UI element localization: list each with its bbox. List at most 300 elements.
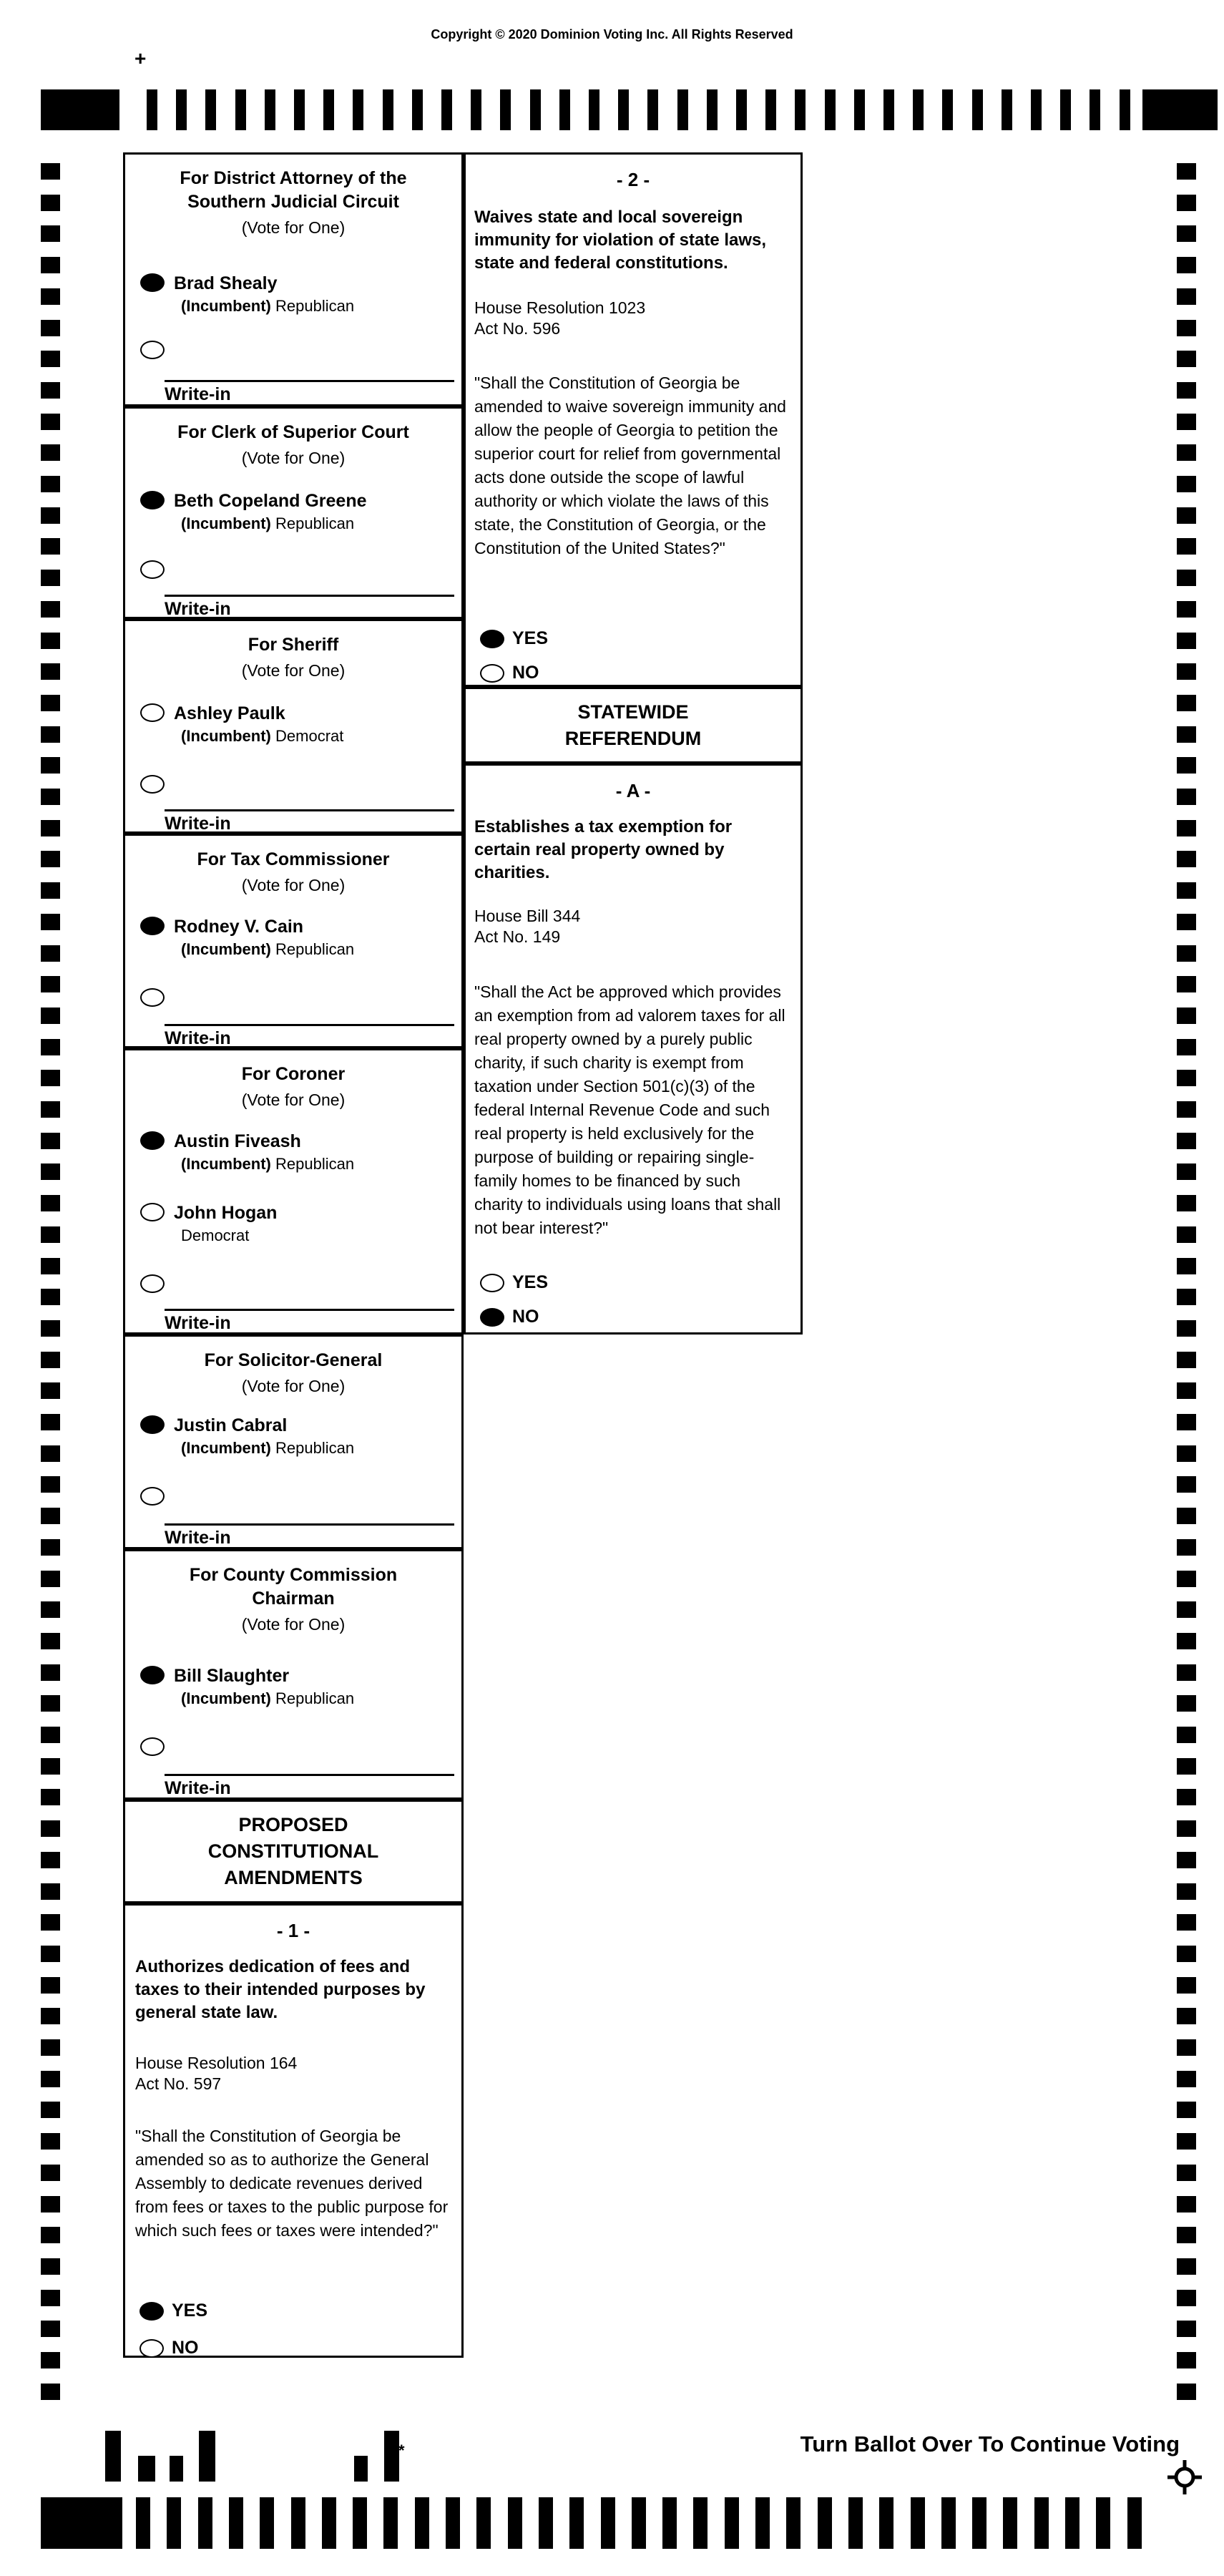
- timing-mark: [198, 2497, 212, 2549]
- barcode-bar: [170, 2456, 183, 2482]
- no-label: NO: [512, 1307, 539, 1327]
- timing-mark: [353, 89, 363, 130]
- yes-label: YES: [172, 2301, 208, 2321]
- timing-mark: [41, 2497, 122, 2549]
- vote-for-note: (Vote for One): [241, 1615, 346, 1634]
- timing-mark: [1177, 2039, 1196, 2056]
- section-header-proposed-amendments: [123, 1800, 464, 1903]
- ballot-oval[interactable]: [140, 703, 165, 722]
- timing-mark: [500, 89, 511, 130]
- timing-mark: [1177, 882, 1196, 899]
- write-in-line[interactable]: [165, 380, 454, 382]
- timing-mark: [1177, 1601, 1196, 1618]
- write-in-oval[interactable]: [140, 560, 165, 579]
- timing-mark: [1096, 2497, 1110, 2549]
- timing-mark: [1177, 1008, 1196, 1024]
- timing-mark: [41, 1633, 60, 1649]
- timing-mark: [601, 2497, 615, 2549]
- timing-mark: [1177, 195, 1196, 211]
- timing-mark: [1177, 820, 1196, 836]
- timing-mark: [41, 570, 60, 586]
- write-in-area: [165, 809, 454, 834]
- write-in-row: [140, 1737, 456, 1756]
- timing-mark: [677, 89, 688, 130]
- write-in-line[interactable]: [165, 1774, 454, 1776]
- timing-mark: [167, 2497, 181, 2549]
- timing-mark: [508, 2497, 522, 2549]
- timing-mark: [41, 1883, 60, 1900]
- measure-box-amendment-2: [464, 152, 803, 687]
- write-in-label: Write-in: [165, 814, 231, 834]
- timing-mark: [1177, 1070, 1196, 1086]
- write-in-label: Write-in: [165, 384, 231, 404]
- timing-mark: [41, 1695, 60, 1712]
- race-title: For Tax Commissioner: [197, 849, 390, 869]
- measure-reference-line: House Bill 344: [474, 907, 581, 925]
- timing-mark: [1177, 1664, 1196, 1681]
- timing-mark: [415, 2497, 429, 2549]
- timing-mark: [1177, 1382, 1196, 1399]
- timing-mark: [942, 89, 953, 130]
- no-oval[interactable]: [139, 2339, 164, 2358]
- measure-number: - 2 -: [616, 169, 650, 190]
- timing-mark: [1177, 2133, 1196, 2150]
- candidate-name: Beth Copeland Greene: [174, 491, 367, 511]
- timing-mark: [41, 1163, 60, 1180]
- timing-mark: [1177, 507, 1196, 524]
- yes-oval[interactable]: [480, 1274, 504, 1292]
- barcode-bar: [199, 2431, 215, 2482]
- ballot-oval[interactable]: [140, 1666, 165, 1684]
- race-box-clerk-superior-court: [123, 406, 464, 619]
- yes-choice-row: [139, 2301, 207, 2321]
- timing-mark: [1177, 633, 1196, 649]
- timing-mark: [1177, 257, 1196, 273]
- timing-mark: [1177, 444, 1196, 461]
- measure-references: [135, 2053, 297, 2094]
- timing-mark: [693, 2497, 708, 2549]
- candidate-text: [174, 1666, 354, 1708]
- timing-mark: [136, 2497, 150, 2549]
- timing-mark: [1177, 1633, 1196, 1649]
- timing-mark: [41, 1320, 60, 1337]
- write-in-line[interactable]: [165, 595, 454, 597]
- timing-mark: [41, 2039, 60, 2056]
- candidate-party: (Incumbent) Republican: [181, 514, 355, 532]
- timing-mark: [41, 1476, 60, 1493]
- race-header: [125, 1337, 461, 1397]
- timing-mark: [41, 1445, 60, 1462]
- timing-mark: [41, 1414, 60, 1430]
- timing-mark: [41, 2352, 60, 2368]
- race-header: [125, 1050, 461, 1111]
- timing-mark: [1177, 1539, 1196, 1556]
- yes-choice-row: [480, 628, 548, 649]
- timing-mark: [911, 2497, 925, 2549]
- timing-mark: [1034, 2497, 1049, 2549]
- no-label: NO: [512, 663, 539, 683]
- timing-mark: [1177, 538, 1196, 555]
- timing-mark: [1177, 914, 1196, 930]
- timing-mark: [322, 2497, 336, 2549]
- candidate-name: Brad Shealy: [174, 273, 278, 293]
- timing-mark: [1177, 2196, 1196, 2212]
- timing-mark: [1177, 1883, 1196, 1900]
- timing-mark: [41, 882, 60, 899]
- plus-registration-mark: +: [134, 47, 147, 69]
- race-title: For Solicitor-General: [204, 1350, 383, 1370]
- timing-mark: [41, 414, 60, 430]
- ballot-oval[interactable]: [140, 917, 165, 935]
- timing-mark: [41, 538, 60, 555]
- write-in-label: Write-in: [165, 1528, 231, 1548]
- section-header-line: REFERENDUM: [564, 727, 702, 749]
- timing-mark: [383, 2497, 398, 2549]
- timing-mark: [1177, 976, 1196, 992]
- no-oval[interactable]: [480, 1308, 504, 1327]
- write-in-label: Write-in: [165, 599, 231, 619]
- measure-number: - A -: [615, 780, 651, 801]
- timing-mark: [41, 444, 60, 461]
- barcode-bar: [354, 2456, 368, 2482]
- timing-mark: [41, 351, 60, 367]
- section-header-line: AMENDMENTS: [224, 1867, 363, 1888]
- timing-mark: [1177, 1258, 1196, 1274]
- candidate-name: Austin Fiveash: [174, 1131, 301, 1151]
- timing-mark: [41, 2102, 60, 2118]
- timing-mark: [260, 2497, 274, 2549]
- timing-mark: [1177, 1727, 1196, 1743]
- section-header-line: STATEWIDE: [577, 701, 689, 723]
- vote-for-note: (Vote for One): [241, 876, 346, 894]
- no-choice-row: [139, 2338, 199, 2358]
- write-in-oval[interactable]: [140, 1274, 165, 1293]
- timing-mark: [1177, 2321, 1196, 2337]
- timing-mark: [1177, 757, 1196, 774]
- timing-mark: [291, 2497, 305, 2549]
- timing-mark: [1177, 2258, 1196, 2275]
- timing-mark: [1142, 89, 1218, 130]
- yes-label: YES: [512, 1272, 549, 1292]
- section-header-statewide-referendum: [464, 687, 803, 763]
- timing-mark: [41, 1539, 60, 1556]
- ballot-oval[interactable]: [140, 491, 165, 509]
- timing-mark: [1177, 2227, 1196, 2243]
- write-in-line[interactable]: [165, 1309, 454, 1311]
- timing-mark: [41, 663, 60, 680]
- candidate-name: Ashley Paulk: [174, 703, 285, 723]
- measure-summary: Establishes a tax exemption for certain real property owned by charities.: [474, 817, 733, 882]
- race-header: [125, 836, 461, 896]
- timing-mark: [41, 1977, 60, 1994]
- timing-mark: [41, 1195, 60, 1211]
- timing-mark: [1177, 1946, 1196, 1962]
- timing-mark: [41, 2071, 60, 2087]
- race-header: [125, 409, 461, 469]
- timing-mark: [41, 820, 60, 836]
- race-box-sheriff: [123, 619, 464, 834]
- race-title: For Coroner: [241, 1064, 346, 1084]
- candidate-party: (Incumbent) Republican: [181, 940, 355, 958]
- timing-mark: [755, 2497, 770, 2549]
- ballot-oval[interactable]: [140, 273, 165, 292]
- timing-mark: [1177, 1852, 1196, 1868]
- race-box-county-commission-chairman: [123, 1549, 464, 1800]
- timing-mark: [41, 225, 60, 242]
- timing-mark: [41, 1664, 60, 1681]
- timing-mark: [941, 2497, 956, 2549]
- race-header: [125, 1551, 461, 1635]
- timing-mark: [41, 1571, 60, 1587]
- timing-mark: [725, 2497, 739, 2549]
- candidate-text: [174, 491, 367, 533]
- timing-mark: [1177, 695, 1196, 711]
- measure-reference-line: Act No. 596: [474, 319, 561, 338]
- timing-mark: [41, 1852, 60, 1868]
- no-oval[interactable]: [480, 664, 504, 683]
- timing-mark: [530, 89, 541, 130]
- write-in-oval[interactable]: [140, 1487, 165, 1506]
- race-box-district-attorney: [123, 152, 464, 406]
- candidate-text: [174, 1131, 354, 1174]
- timing-mark: [632, 2497, 646, 2549]
- write-in-line[interactable]: [165, 1523, 454, 1526]
- timing-mark: [589, 89, 599, 130]
- timing-mark: [353, 2497, 367, 2549]
- timing-mark: [1177, 1695, 1196, 1712]
- timing-mark: [323, 89, 334, 130]
- timing-mark: [1177, 414, 1196, 430]
- timing-mark: [1177, 1101, 1196, 1118]
- timing-mark: [294, 89, 305, 130]
- timing-mark: [229, 2497, 243, 2549]
- timing-mark: [1177, 601, 1196, 618]
- turn-ballot-over-text: Turn Ballot Over To Continue Voting: [800, 2431, 1180, 2457]
- timing-mark: [1177, 570, 1196, 586]
- candidate-party: (Incumbent) Republican: [181, 1439, 355, 1457]
- write-in-label: Write-in: [165, 1313, 231, 1333]
- race-box-solicitor-general: [123, 1335, 464, 1549]
- timing-mark: [1060, 89, 1071, 130]
- candidate-row: [140, 1666, 456, 1708]
- timing-mark: [1177, 2352, 1196, 2368]
- vote-for-note: (Vote for One): [241, 218, 346, 237]
- section-header-line: CONSTITUTIONAL: [207, 1840, 379, 1862]
- write-in-row: [140, 1487, 456, 1506]
- write-in-area: [165, 380, 454, 405]
- timing-mark: [825, 89, 836, 130]
- candidate-row: [140, 1415, 456, 1458]
- timing-mark: [41, 633, 60, 649]
- yes-oval[interactable]: [480, 630, 504, 648]
- timing-mark: [41, 1289, 60, 1305]
- timing-mark: [41, 2133, 60, 2150]
- timing-mark: [1177, 851, 1196, 867]
- timing-mark: [662, 2497, 677, 2549]
- ballot-oval[interactable]: [140, 1131, 165, 1150]
- timing-mark: [1177, 2384, 1196, 2400]
- write-in-line[interactable]: [165, 809, 454, 811]
- candidate-name: John Hogan: [174, 1203, 278, 1223]
- timing-mark: [41, 1758, 60, 1775]
- timing-mark: [41, 163, 60, 180]
- vote-for-note: (Vote for One): [241, 1091, 346, 1109]
- timing-mark: [41, 2165, 60, 2181]
- candidate-row: [140, 917, 456, 959]
- timing-mark: [41, 195, 60, 211]
- candidate-party: (Incumbent) Republican: [181, 1689, 355, 1707]
- ballot-oval[interactable]: [140, 1203, 165, 1221]
- timing-mark: [383, 89, 393, 130]
- write-in-line[interactable]: [165, 1024, 454, 1026]
- write-in-oval[interactable]: [140, 775, 165, 794]
- measure-summary: Authorizes dedication of fees and taxes to their intended purposes by general state law.: [135, 1957, 426, 2022]
- timing-mark: [41, 1352, 60, 1368]
- write-in-label: Write-in: [165, 1028, 231, 1048]
- timing-mark: [1177, 476, 1196, 492]
- no-choice-row: [480, 663, 539, 683]
- barcode-bar: [384, 2431, 399, 2482]
- timing-mark: [1177, 351, 1196, 367]
- timing-mark: [1177, 2008, 1196, 2024]
- timing-mark: [41, 1727, 60, 1743]
- race-title: For District Attorney of the: [180, 168, 407, 188]
- timing-mark: [41, 2290, 60, 2306]
- timing-mark: [618, 89, 629, 130]
- timing-mark: [1177, 945, 1196, 962]
- candidate-party: (Incumbent) Democrat: [181, 727, 344, 745]
- measure-references: [474, 906, 580, 947]
- write-in-oval[interactable]: [140, 1737, 165, 1756]
- timing-mark: [412, 89, 423, 130]
- timing-mark: [1177, 1476, 1196, 1493]
- timing-mark: [854, 89, 865, 130]
- candidate-text: [174, 273, 354, 316]
- timing-mark: [539, 2497, 553, 2549]
- timing-mark: [41, 1914, 60, 1931]
- write-in-row: [140, 775, 456, 794]
- write-in-row: [140, 341, 456, 359]
- timing-mark: [1177, 2290, 1196, 2306]
- timing-mark: [41, 2196, 60, 2212]
- timing-mark: [1177, 2071, 1196, 2087]
- asterisk-mark: *: [398, 2441, 405, 2459]
- candidate-text: [174, 1203, 277, 1245]
- measure-box-referendum-a: [464, 763, 803, 1335]
- timing-mark: [1177, 1571, 1196, 1587]
- timing-mark: [786, 2497, 801, 2549]
- timing-mark: [41, 1008, 60, 1024]
- timing-mark: [1177, 1789, 1196, 1805]
- candidate-party: (Incumbent) Republican: [181, 297, 355, 315]
- timing-mark: [205, 89, 216, 130]
- measure-question: "Shall the Act be approved which provides an exemption from ad valorem taxes for all real property owned by a purely public charity, if such charity is exempt from taxation under Section 501(c)(3) of the federal Internal Revenue Code and such real property is held exclusively for the purpose of building or repairing single-family homes to be financed by such charity to individuals using loans that shall not bear interest?": [474, 982, 785, 1237]
- timing-mark: [1065, 2497, 1079, 2549]
- measure-reference-line: Act No. 597: [135, 2074, 222, 2093]
- write-in-row: [140, 560, 456, 579]
- timing-mark: [1177, 726, 1196, 743]
- measure-number: - 1 -: [276, 1920, 310, 1941]
- yes-choice-row: [480, 1272, 548, 1293]
- race-title: For County Commission: [189, 1565, 398, 1585]
- vote-for-note: (Vote for One): [241, 1377, 346, 1395]
- timing-mark: [41, 601, 60, 618]
- candidate-row: [140, 1131, 456, 1174]
- write-in-oval[interactable]: [140, 988, 165, 1007]
- timing-mark: [41, 89, 119, 130]
- timing-mark: [1177, 1163, 1196, 1180]
- timing-mark: [1177, 1508, 1196, 1524]
- write-in-oval[interactable]: [140, 341, 165, 359]
- timing-mark: [1177, 663, 1196, 680]
- timing-mark: [41, 726, 60, 743]
- measure-question: "Shall the Constitution of Georgia be amended to waive sovereign immunity and allow the people of Georgia to petition the superior court for relief from governmental acts done outside the scope of lawful authority or which violate the laws of this state, the Constitution of Georgia, or the Constitution of the United States?": [474, 374, 786, 557]
- timing-mark: [736, 89, 747, 130]
- timing-mark: [1177, 1352, 1196, 1368]
- timing-mark: [1177, 1320, 1196, 1337]
- timing-mark: [1177, 1133, 1196, 1149]
- timing-mark: [1090, 89, 1100, 130]
- timing-mark: [41, 2384, 60, 2400]
- timing-mark: [1177, 1039, 1196, 1055]
- race-title: Southern Judicial Circuit: [187, 192, 399, 212]
- timing-mark: [265, 89, 275, 130]
- timing-mark: [1003, 2497, 1017, 2549]
- candidate-row: [140, 273, 456, 316]
- timing-mark: [41, 2258, 60, 2275]
- timing-mark: [41, 1820, 60, 1837]
- measure-reference-line: House Resolution 1023: [474, 298, 646, 317]
- measure-references: [474, 298, 645, 339]
- timing-mark: [1177, 1914, 1196, 1931]
- timing-mark: [41, 1601, 60, 1618]
- timing-mark: [41, 1226, 60, 1243]
- timing-mark: [41, 1070, 60, 1086]
- timing-mark: [235, 89, 246, 130]
- race-header: [125, 155, 461, 238]
- timing-mark: [1177, 163, 1196, 180]
- candidate-text: [174, 917, 354, 959]
- vote-for-note: (Vote for One): [241, 449, 346, 467]
- timing-mark: [1177, 225, 1196, 242]
- write-in-row: [140, 1274, 456, 1293]
- timing-mark: [647, 89, 658, 130]
- write-in-area: [165, 1523, 454, 1548]
- measure-reference-line: Act No. 149: [474, 927, 561, 946]
- timing-mark: [176, 89, 187, 130]
- race-title: For Clerk of Superior Court: [177, 422, 409, 442]
- timing-mark: [41, 914, 60, 930]
- measure-summary: Waives state and local sovereign immunity for violation of state laws, state and federal constitutions.: [474, 208, 767, 273]
- timing-mark: [471, 89, 481, 130]
- candidate-row: [140, 491, 456, 533]
- race-title: For Sheriff: [248, 635, 339, 655]
- timing-mark: [1177, 1414, 1196, 1430]
- timing-mark: [569, 2497, 584, 2549]
- no-choice-row: [480, 1307, 539, 1327]
- candidate-row: [140, 1203, 456, 1245]
- ballot-oval[interactable]: [140, 1415, 165, 1434]
- yes-oval[interactable]: [139, 2302, 164, 2321]
- timing-mark: [1177, 1977, 1196, 1994]
- timing-mark: [1002, 89, 1012, 130]
- yes-label: YES: [512, 628, 549, 648]
- timing-mark: [41, 320, 60, 336]
- timing-mark: [41, 382, 60, 399]
- timing-mark: [1127, 2497, 1142, 2549]
- timing-mark: [41, 1133, 60, 1149]
- candidate-party: (Incumbent) Republican: [181, 1155, 355, 1173]
